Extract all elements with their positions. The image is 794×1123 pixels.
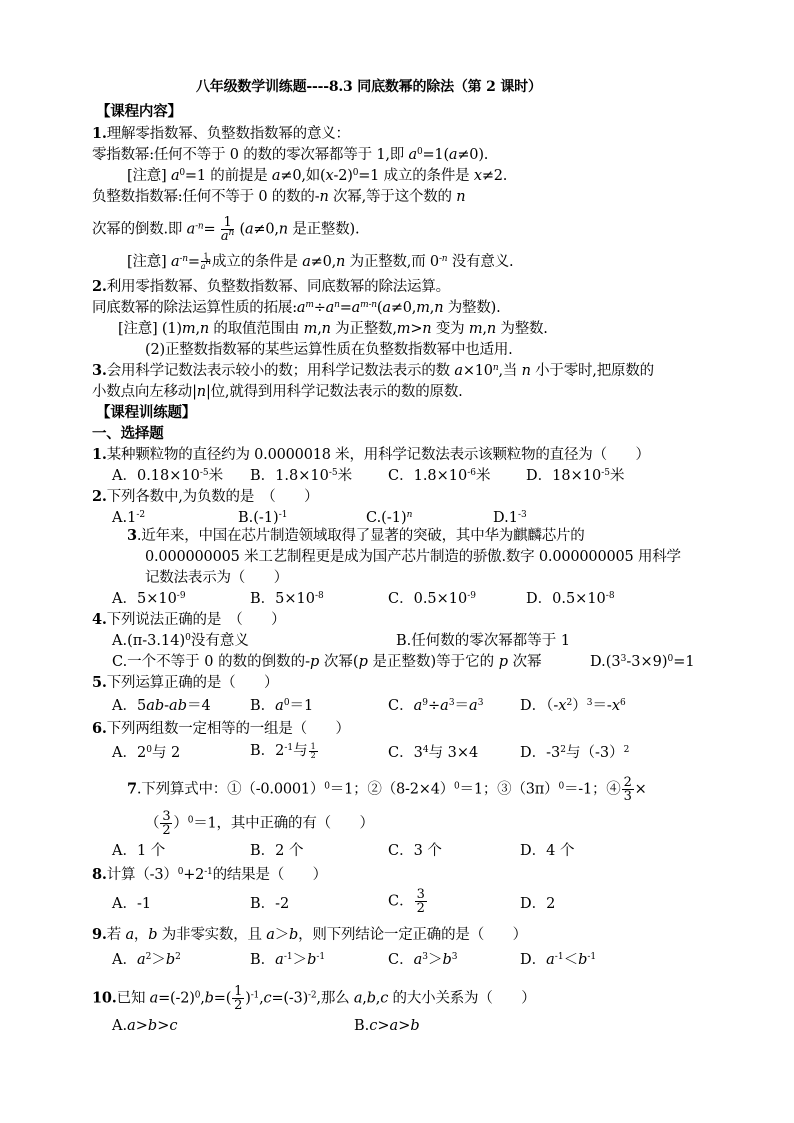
question-7-stem-line2: （ $\frac{3}{2}$ ）$^0$＝1，其中正确的有（ ） (145, 809, 374, 838)
item2-heading: 2.利用零指数幂、负整数指数幂、同底数幂的除法运算。 (92, 278, 450, 295)
item3-line2: 小数点向左移动|n|位,就得到用科学记数法表示的数的原数. (92, 384, 463, 400)
question-6-option-a[interactable]: A．$2^0$与 2 (112, 745, 181, 761)
question-8-option-b[interactable]: B．-2 (250, 896, 290, 912)
question-7-option-a[interactable]: A．1 个 (112, 843, 166, 859)
question-5-option-a[interactable]: A．5ab-ab＝4 (112, 698, 211, 714)
question-6-option-b[interactable]: B．$2^{-1}$与 $\frac{1}{2}$ (250, 741, 316, 760)
question-3-option-a[interactable]: A．$5\times 10^{-9}$ (112, 591, 186, 607)
question-4-option-a[interactable]: $A.(\pi-3.14)^0$没有意义 (112, 633, 249, 649)
item1-note1: [注意] $a^0=1$ 的前提是 a≠0,如$(x-2)^0=1$ 成立的条件是 x≠2. (127, 168, 508, 184)
question-4-option-b[interactable]: B.任何数的零次幂都等于 1 (396, 633, 571, 649)
question-3-option-d[interactable]: D．$0.5\times 10^{-8}$ (526, 591, 615, 607)
question-2-stem: 2.下列各数中,为负数的是 （ ） (92, 488, 319, 505)
question-5-option-d[interactable]: D．$(-x^2)^3=-x^6$ (520, 698, 626, 714)
section-content-heading: 【课程内容】 (96, 103, 182, 120)
item1-zero-exponent: 零指数幂:任何不等于 0 的数的零次幂都等于 1,即 $a^0=1(a\ne 0)$. (92, 147, 489, 163)
question-2-option-c[interactable]: $C.(-1)^n$ (366, 510, 413, 526)
question-5-stem: 5.下列运算正确的是（ ） (92, 674, 279, 691)
item3-line1: 3.会用科学记数法表示较小的数；用科学记数法表示的数 $a\times 10^n$,当 n 小于零时,把原数的 (92, 362, 654, 379)
question-7-option-d[interactable]: D．4 个 (520, 843, 575, 859)
item2-rule: 同底数幂的除法运算性质的拓展$:a^m\div a^n=a^{m-n}(a\ne 0,m,n$ 为整数). (92, 300, 501, 316)
question-3-stem-line3: 记数法表示为（ ） (145, 570, 288, 586)
item1-reciprocal: 次幂的倒数.即 $a^{-n}=$ $\frac{1}{a^n}$ (a≠0,n 是正整数). (92, 215, 360, 244)
question-9-option-a[interactable]: A．$a^2>b^2$ (112, 952, 181, 968)
item2-note1: [注意] (1)m,n 的取值范围由 m,n 为正整数,m>n 变为 m,n 为整数. (118, 321, 548, 337)
question-2-option-d[interactable]: $D.1^{-3}$ (493, 510, 527, 526)
question-1-option-c[interactable]: C．$1.8\times 10^{-6}$米 (388, 468, 491, 484)
item1-negative-exponent: 负整数指数幂:任何不等于 0 的数的-n 次幂,等于这个数的 n (92, 189, 466, 205)
question-8-option-d[interactable]: D．2 (520, 896, 556, 912)
question-5-option-b[interactable]: B．$a^0=1$ (250, 698, 314, 714)
question-6-option-d[interactable]: D．$-3^2$与$(-3)^2$ (520, 745, 630, 761)
question-1-option-b[interactable]: B．$1.8\times 10^{-5}$米 (250, 468, 353, 484)
question-1-stem: 1.某种颗粒物的直径约为 0.0000018 米，用科学记数法表示该颗粒物的直径为（ ） (92, 446, 650, 463)
question-4-option-c[interactable]: C.一个不等于 0 的数的倒数的-p 次幂(p 是正整数)等于它的 p 次幂 (112, 654, 542, 670)
question-10-option-b[interactable]: B.c>a>b (354, 1018, 420, 1034)
question-5-option-c[interactable]: C．$a^9\div a^3=a^3$ (388, 698, 484, 714)
question-9-stem: 9.若 a，b 为非零实数，且 a＞b，则下列结论一定正确的是（ ） (92, 926, 527, 943)
question-8-stem: 8.计算$(-3)^0+2^{-1}$的结果是（ ） (92, 866, 327, 883)
question-6-stem: 6.下列两组数一定相等的一组是（ ） (92, 720, 350, 737)
question-2-option-b[interactable]: $B.(-1)^{-1}$ (238, 510, 288, 526)
question-3-stem-line2: 0.000000005 米工艺制程更是成为国产芯片制造的骄傲.数字 0.000000005 用科学 (145, 549, 681, 565)
question-6-option-c[interactable]: C．$3^4$与 3×4 (388, 745, 479, 761)
section-training-heading: 【课程训练题】 (96, 404, 197, 421)
question-3-stem-line1: 3.近年来，中国在芯片制造领域取得了显著的突破，其中华为麒麟芯片的 (127, 527, 585, 544)
question-1-option-d[interactable]: D．$18\times 10^{-5}$米 (526, 468, 625, 484)
item2-note2: (2)正整数指数幂的某些运算性质在负整数指数幂中也适用. (145, 342, 513, 358)
item1-note2: [注意] $a^{-n}=$ $\frac{1}{a^n}$ 成立的条件是 a≠0,n 为正整数,而 $0^{-n}$ 没有意义. (127, 252, 514, 271)
question-8-option-a[interactable]: A．-1 (112, 896, 152, 912)
question-2-option-a[interactable]: $A.1^{-2}$ (112, 510, 146, 526)
page-title: 八年级数学训练题----8.3 同底数幂的除法（第 2 课时） (196, 79, 542, 95)
question-7-option-b[interactable]: B．2 个 (250, 843, 304, 859)
question-9-option-c[interactable]: C．$a^3>b^3$ (388, 952, 458, 968)
question-3-option-b[interactable]: B．$5\times 10^{-8}$ (250, 591, 324, 607)
question-9-option-b[interactable]: B．$a^{-1}>b^{-1}$ (250, 952, 326, 968)
question-10-option-a[interactable]: A.a>b>c (112, 1018, 178, 1034)
question-4-option-d[interactable]: $D.(3^3-3\times 9)^0=1$ (590, 654, 695, 670)
question-9-option-d[interactable]: D．$a^{-1}<b^{-1}$ (520, 952, 597, 968)
question-4-stem: 4.下列说法正确的是 （ ） (92, 611, 286, 628)
item1-heading: 1.理解零指数幂、负整数指数幂的意义： (92, 125, 350, 142)
question-3-option-c[interactable]: C．$0.5\times 10^{-9}$ (388, 591, 477, 607)
question-7-option-c[interactable]: C．3 个 (388, 843, 442, 859)
section-choice-heading: 一、选择题 (92, 425, 164, 442)
question-10-stem: 10.已知 $a=(-2)^0,b=$( $\frac{1}{2}$ )$^{-1},c=(-3)^{-2}$,那么 a,b,c 的大小关系为（ ） (92, 984, 536, 1013)
question-1-option-a[interactable]: A．$0.18\times 10^{-5}$米 (112, 468, 224, 484)
question-7-stem-line1: 7.下列算式中：$①(-0.0001)^0=1$；$②(8-2\times 4)^0=1$；$③(3\pi)^0=-1$；④ $\frac{2}{3}$ × (127, 775, 647, 804)
question-8-option-c[interactable]: C． $\frac{3}{2}$ (388, 887, 425, 916)
